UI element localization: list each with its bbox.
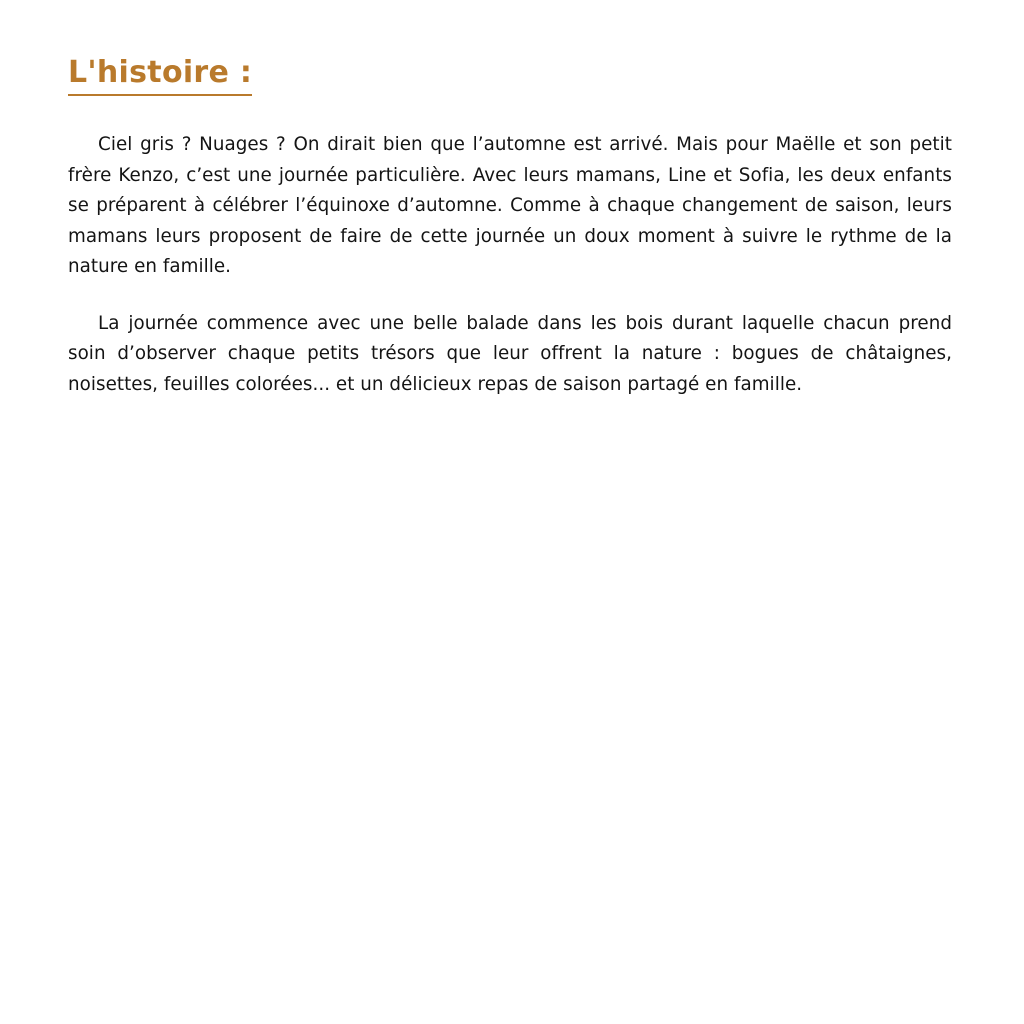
story-paragraph-1-text: Ciel gris ? Nuages ? On dirait bien que l’automne est arrivé. Mais pour Maëlle et son petit frère Kenzo, c’est une journée particulière. Avec leurs mamans, Line et Sofia, les deux enfants se préparent à célébrer l’équinoxe d’automne. Comme à chaque changement de saison, leurs mamans leurs proposent de faire de cette journée un doux moment à suivre le rythme de la nature en famille.	[68, 134, 952, 277]
story-paragraph-1	[68, 130, 952, 283]
document-content	[68, 56, 952, 400]
story-paragraph-2-text: La journée commence avec une belle balade dans les bois durant laquelle chacun prend soin d’observer chaque petits trésors que leur offrent la nature : bogues de châtaignes, noisettes, feuilles colorées... et un délicieux repas de saison partagé en famille.	[68, 312, 952, 395]
story-paragraph-2	[68, 309, 952, 401]
page-title: L'histoire :	[68, 56, 252, 96]
